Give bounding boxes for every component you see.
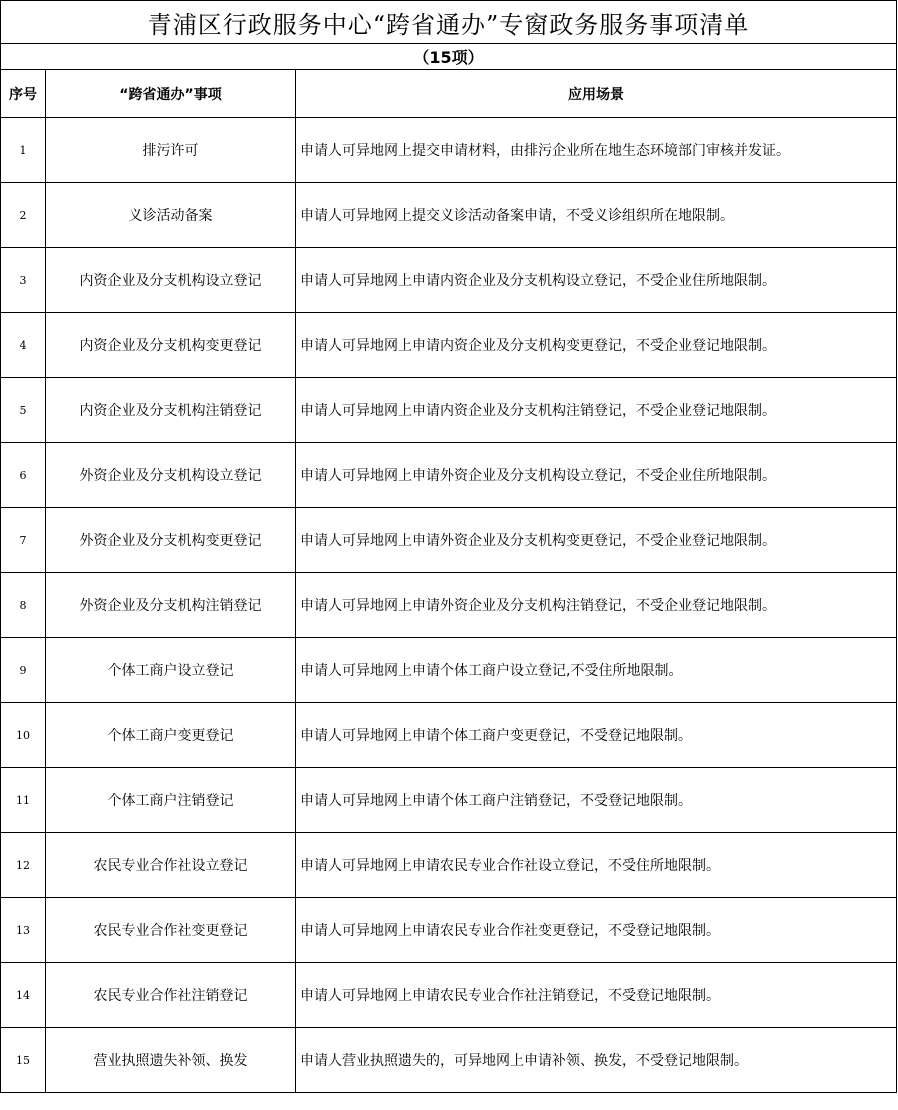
row-item: 个体工商户注销登记 xyxy=(46,768,296,833)
row-scene: 申请人可异地网上申请个体工商户注销登记，不受登记地限制。 xyxy=(296,768,897,833)
row-num: 8 xyxy=(1,573,46,638)
row-num: 11 xyxy=(1,768,46,833)
row-item: 个体工商户设立登记 xyxy=(46,638,296,703)
row-scene: 申请人可异地网上申请个体工商户设立登记,不受住所地限制。 xyxy=(296,638,897,703)
row-scene: 申请人可异地网上申请内资企业及分支机构注销登记，不受企业登记地限制。 xyxy=(296,378,897,443)
table-row xyxy=(1,833,897,898)
row-num: 9 xyxy=(1,638,46,703)
row-scene: 申请人可异地网上申请内资企业及分支机构设立登记，不受企业住所地限制。 xyxy=(296,248,897,313)
row-item: 农民专业合作社设立登记 xyxy=(46,833,296,898)
table-row xyxy=(1,118,897,183)
row-item: 内资企业及分支机构设立登记 xyxy=(46,248,296,313)
row-scene: 申请人可异地网上申请农民专业合作社变更登记，不受登记地限制。 xyxy=(296,898,897,963)
row-scene: 申请人可异地网上提交义诊活动备案申请，不受义诊组织所在地限制。 xyxy=(296,183,897,248)
row-scene: 申请人可异地网上申请内资企业及分支机构变更登记，不受企业登记地限制。 xyxy=(296,313,897,378)
header-scene: 应用场景 xyxy=(296,70,897,118)
row-scene: 申请人可异地网上申请外资企业及分支机构注销登记，不受企业登记地限制。 xyxy=(296,573,897,638)
table-row xyxy=(1,703,897,768)
sheet-title: 青浦区行政服务中心“跨省通办”专窗政务服务事项清单 xyxy=(1,1,897,44)
row-scene: 申请人可异地网上申请农民专业合作社注销登记，不受登记地限制。 xyxy=(296,963,897,1028)
row-item: 义诊活动备案 xyxy=(46,183,296,248)
row-item: 内资企业及分支机构注销登记 xyxy=(46,378,296,443)
row-scene: 申请人可异地网上提交申请材料，由排污企业所在地生态环境部门审核并发证。 xyxy=(296,118,897,183)
row-num: 4 xyxy=(1,313,46,378)
row-item: 农民专业合作社注销登记 xyxy=(46,963,296,1028)
row-num: 13 xyxy=(1,898,46,963)
table-row xyxy=(1,963,897,1028)
row-num: 6 xyxy=(1,443,46,508)
header-row xyxy=(1,70,897,118)
row-scene: 申请人可异地网上申请农民专业合作社设立登记，不受住所地限制。 xyxy=(296,833,897,898)
row-num: 2 xyxy=(1,183,46,248)
table-row xyxy=(1,508,897,573)
row-item: 外资企业及分支机构设立登记 xyxy=(46,443,296,508)
row-num: 5 xyxy=(1,378,46,443)
table-row xyxy=(1,248,897,313)
row-num: 1 xyxy=(1,118,46,183)
table-row xyxy=(1,443,897,508)
table-row xyxy=(1,898,897,963)
row-scene: 申请人可异地网上申请外资企业及分支机构变更登记，不受企业登记地限制。 xyxy=(296,508,897,573)
row-num: 7 xyxy=(1,508,46,573)
row-item: 外资企业及分支机构注销登记 xyxy=(46,573,296,638)
header-num: 序号 xyxy=(1,70,46,118)
row-item: 个体工商户变更登记 xyxy=(46,703,296,768)
table-row xyxy=(1,378,897,443)
table-row xyxy=(1,1028,897,1093)
row-scene: 申请人可异地网上申请外资企业及分支机构设立登记，不受企业住所地限制。 xyxy=(296,443,897,508)
row-item: 营业执照遗失补领、换发 xyxy=(46,1028,296,1093)
row-num: 12 xyxy=(1,833,46,898)
row-num: 14 xyxy=(1,963,46,1028)
row-item: 排污许可 xyxy=(46,118,296,183)
row-num: 3 xyxy=(1,248,46,313)
row-item: 农民专业合作社变更登记 xyxy=(46,898,296,963)
table-row xyxy=(1,183,897,248)
row-num: 10 xyxy=(1,703,46,768)
table-row xyxy=(1,768,897,833)
table-row xyxy=(1,638,897,703)
table-row xyxy=(1,573,897,638)
row-item: 外资企业及分支机构变更登记 xyxy=(46,508,296,573)
item-count: （15项） xyxy=(1,44,897,70)
header-item: “跨省通办”事项 xyxy=(46,70,296,118)
row-scene: 申请人营业执照遗失的，可异地网上申请补领、换发，不受登记地限制。 xyxy=(296,1028,897,1093)
row-item: 内资企业及分支机构变更登记 xyxy=(46,313,296,378)
row-scene: 申请人可异地网上申请个体工商户变更登记，不受登记地限制。 xyxy=(296,703,897,768)
row-num: 15 xyxy=(1,1028,46,1093)
table-row xyxy=(1,313,897,378)
